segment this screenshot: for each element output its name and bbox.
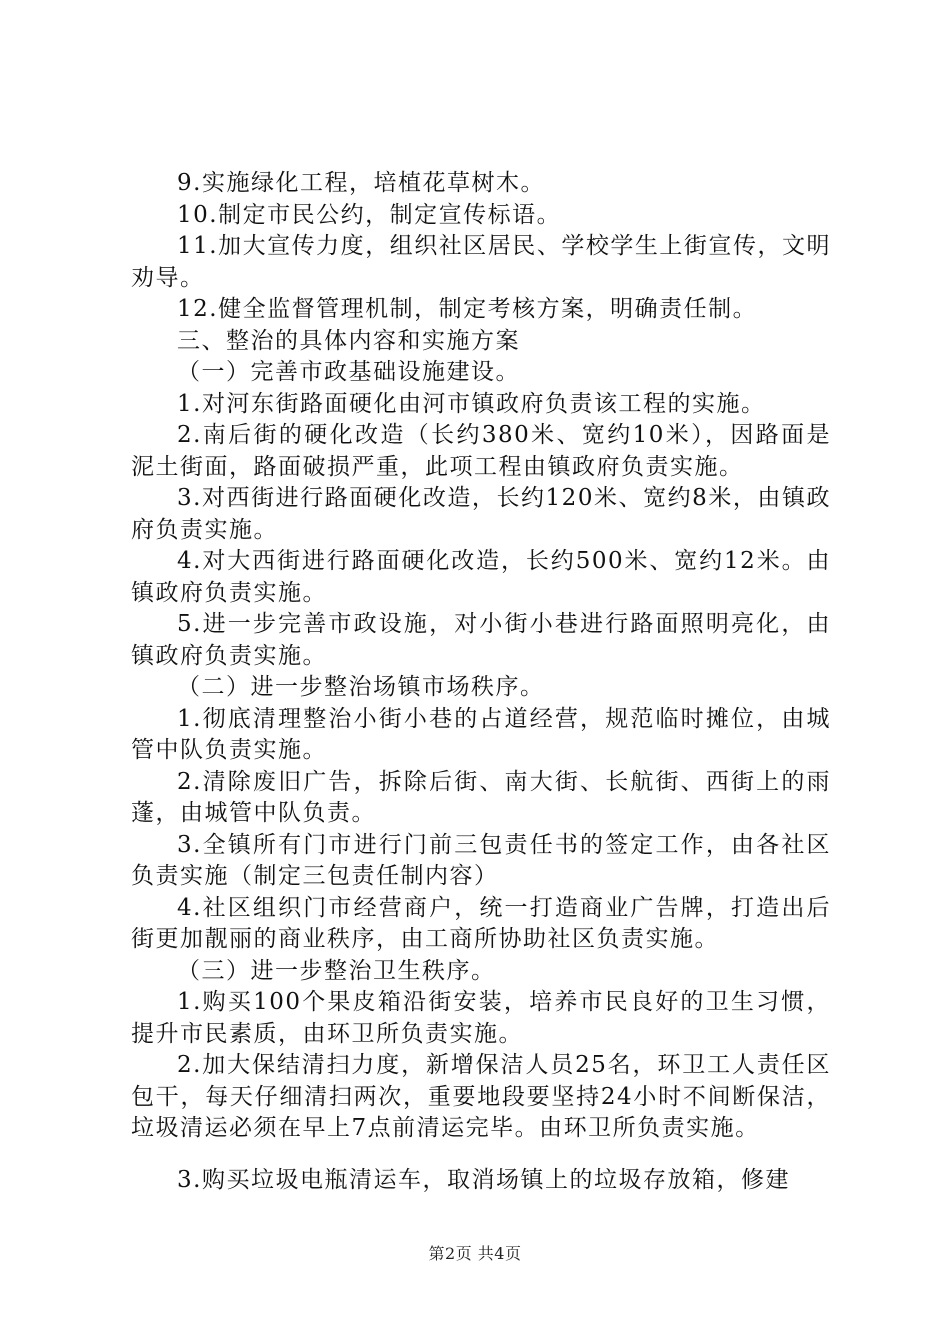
paragraph: 3.购买垃圾电瓶清运车，取消场镇上的垃圾存放箱，修建: [177, 1166, 790, 1193]
paragraph: 1.彻底清理整治小街小巷的占道经营，规范临时摊位，由城管中队负责实施。: [131, 705, 831, 763]
document-body: [131, 168, 831, 1196]
section-heading: 三、整治的具体内容和实施方案: [177, 327, 520, 354]
paragraph: 2.清除废旧广告，拆除后街、南大街、长航街、西街上的雨蓬，由城管中队负责。: [131, 768, 831, 826]
subsection-heading: （二）进一步整治场镇市场秩序。: [177, 674, 545, 700]
paragraph: 9.实施绿化工程，培植花草树木。: [177, 170, 545, 196]
paragraph: 12.健全监督管理机制，制定考核方案，明确责任制。: [177, 296, 758, 322]
page-footer: [0, 1244, 950, 1264]
paragraph: 3.对西街进行路面硬化改造，长约120米、宽约8米，由镇政府负责实施。: [131, 485, 831, 543]
paragraph: 3.全镇所有门市进行门前三包责任书的签定工作，由各社区负责实施（制定三包责任制内容）: [131, 831, 831, 889]
paragraph: 1.对河东街路面硬化由河市镇政府负责该工程的实施。: [177, 390, 766, 417]
paragraph: 2.南后街的硬化改造（长约380米、宽约10米），因路面是泥土街面，路面破损严重，此项工程由镇政府负责实施。: [131, 422, 831, 480]
paragraph: 5.进一步完善市政设施，对小街小巷进行路面照明亮化，由镇政府负责实施。: [131, 611, 831, 669]
paragraph: 11.加大宣传力度，组织社区居民、学校学生上街宣传，文明劝导。: [131, 233, 831, 291]
paragraph: 2.加大保结清扫力度，新增保洁人员25名，环卫工人责任区包干，每天仔细清扫两次，重要地段要坚持24小时不间断保洁，垃圾清运必须在早上7点前清运完毕。由环卫所负责实施。: [131, 1052, 831, 1141]
paragraph: 1.购买100个果皮箱沿街安装，培养市民良好的卫生习惯，提升市民素质，由环卫所负责实施。: [131, 989, 831, 1047]
page-number-label: 第2页 共4页: [428, 1244, 522, 1263]
subsection-heading: （一）完善市政基础设施建设。: [177, 359, 520, 385]
paragraph: 4.社区组织门市经营商户，统一打造商业广告牌，打造出后街更加靓丽的商业秩序，由工商所协助社区负责实施。: [131, 894, 831, 952]
paragraph: 4.对大西街进行路面硬化改造，长约500米、宽约12米。由镇政府负责实施。: [131, 548, 831, 606]
subsection-heading: （三）进一步整治卫生秩序。: [177, 957, 496, 984]
paragraph: 10.制定市民公约，制定宣传标语。: [177, 201, 562, 228]
